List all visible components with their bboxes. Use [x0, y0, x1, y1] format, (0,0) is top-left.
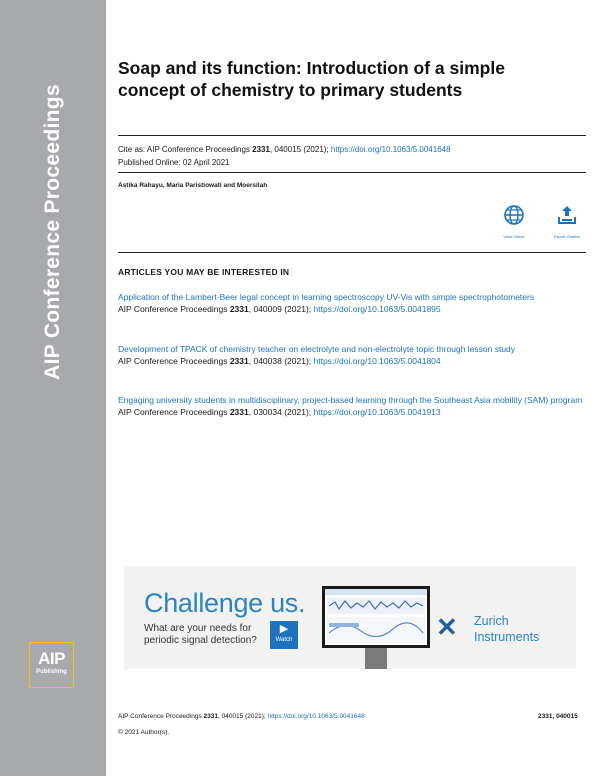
- related-article: [118, 344, 586, 367]
- ref-doi-link[interactable]: https://doi.org/10.1063/5.0041804: [313, 356, 441, 366]
- sidebar-title: AIP Conference Proceedings: [41, 84, 64, 380]
- article-title: Soap and its function: Introduction of a simple concept of chemistry to primary students: [118, 58, 505, 100]
- ref-doi-link[interactable]: https://doi.org/10.1063/5.0041913: [313, 407, 441, 417]
- ad-watch-label: Watch: [275, 637, 293, 643]
- view-online-button[interactable]: [489, 204, 539, 239]
- footer-rest: , 040015 (2021);: [217, 713, 268, 720]
- footer-page-number: 2331, 040015: [538, 713, 578, 720]
- footer-citation: [118, 713, 365, 720]
- ref-prefix: AIP Conference Proceedings: [118, 304, 230, 314]
- ad-headline: Challenge us.: [144, 588, 306, 618]
- cite-prefix: Cite as: AIP Conference Proceedings: [118, 145, 253, 154]
- ref-volume: 2331: [229, 356, 249, 366]
- related-article-ref: [118, 407, 586, 418]
- zurich-brand: [474, 613, 539, 645]
- ref-volume: 2331: [229, 304, 249, 314]
- monitor-stand: [365, 648, 387, 669]
- advertisement-banner[interactable]: [124, 566, 576, 669]
- cite-volume: 2331: [252, 145, 270, 154]
- divider-mid: [118, 172, 586, 173]
- ref-prefix: AIP Conference Proceedings: [118, 356, 230, 366]
- divider-top: [118, 135, 586, 136]
- zurich-x-logo-icon: ✕: [436, 612, 458, 642]
- export-icon: [556, 204, 578, 226]
- cite-rest: , 040015 (2021);: [269, 145, 331, 154]
- related-article-title-link[interactable]: Development of TPACK of chemistry teacher on electrolyte and non-electrolyte topic through lesson study: [118, 344, 516, 354]
- ref-rest: , 030034 (2021);: [248, 407, 314, 417]
- footer-copyright: © 2021 Author(s).: [118, 729, 170, 736]
- ref-rest: , 040038 (2021);: [248, 356, 314, 366]
- logo-subtext: Publishing: [36, 669, 67, 675]
- related-article: [118, 292, 586, 315]
- related-article: [118, 395, 586, 418]
- export-citation-button[interactable]: [542, 204, 592, 239]
- sidebar: [0, 0, 106, 776]
- related-article-title-link[interactable]: Application of the Lambert-Beer legal concept in learning spectroscopy UV-Vis with simple spectrophotometers: [118, 292, 535, 302]
- aip-publishing-logo[interactable]: [29, 642, 74, 688]
- signal-waveform-graphic: [325, 589, 427, 645]
- related-article-ref: [118, 304, 586, 315]
- citation-line: [118, 144, 451, 155]
- divider-related: [118, 252, 586, 253]
- authors: Astika Rahayu, Maria Paristiowati and Moersilah: [118, 182, 268, 189]
- play-icon: ▶: [279, 623, 289, 635]
- related-article-ref: [118, 356, 586, 367]
- related-article-title-link[interactable]: Engaging university students in multidisciplinary, project-based learning through the Southeast Asia mobility (SAM) program: [118, 395, 583, 405]
- ref-rest: , 040009 (2021);: [248, 304, 314, 314]
- related-heading: ARTICLES YOU MAY BE INTERESTED IN: [118, 267, 290, 277]
- ref-doi-link[interactable]: https://doi.org/10.1063/5.0041895: [313, 304, 441, 314]
- footer-prefix: AIP Conference Proceedings: [118, 713, 204, 720]
- monitor-image: [322, 586, 430, 648]
- ad-subtext: What are your needs for periodic signal detection?: [144, 623, 257, 646]
- brand-line-2: Instruments: [474, 630, 540, 644]
- monitor-screen: [325, 589, 427, 645]
- ref-volume: 2331: [229, 407, 249, 417]
- logo-text: AIP: [38, 649, 65, 668]
- cite-doi-link[interactable]: https://doi.org/10.1063/5.0041648: [330, 145, 451, 154]
- brand-line-1: Zurich: [474, 614, 509, 628]
- view-online-label: View Online: [503, 234, 525, 239]
- globe-icon: [503, 204, 525, 226]
- published-date: Published Online: 02 April 2021: [118, 158, 230, 167]
- footer-volume: 2331: [203, 713, 218, 720]
- export-citation-label: Export Citation: [553, 234, 581, 239]
- footer-doi-link[interactable]: https://doi.org/10.1063/5.0041648: [267, 713, 365, 720]
- ad-watch-button[interactable]: [270, 621, 298, 649]
- ref-prefix: AIP Conference Proceedings: [118, 407, 230, 417]
